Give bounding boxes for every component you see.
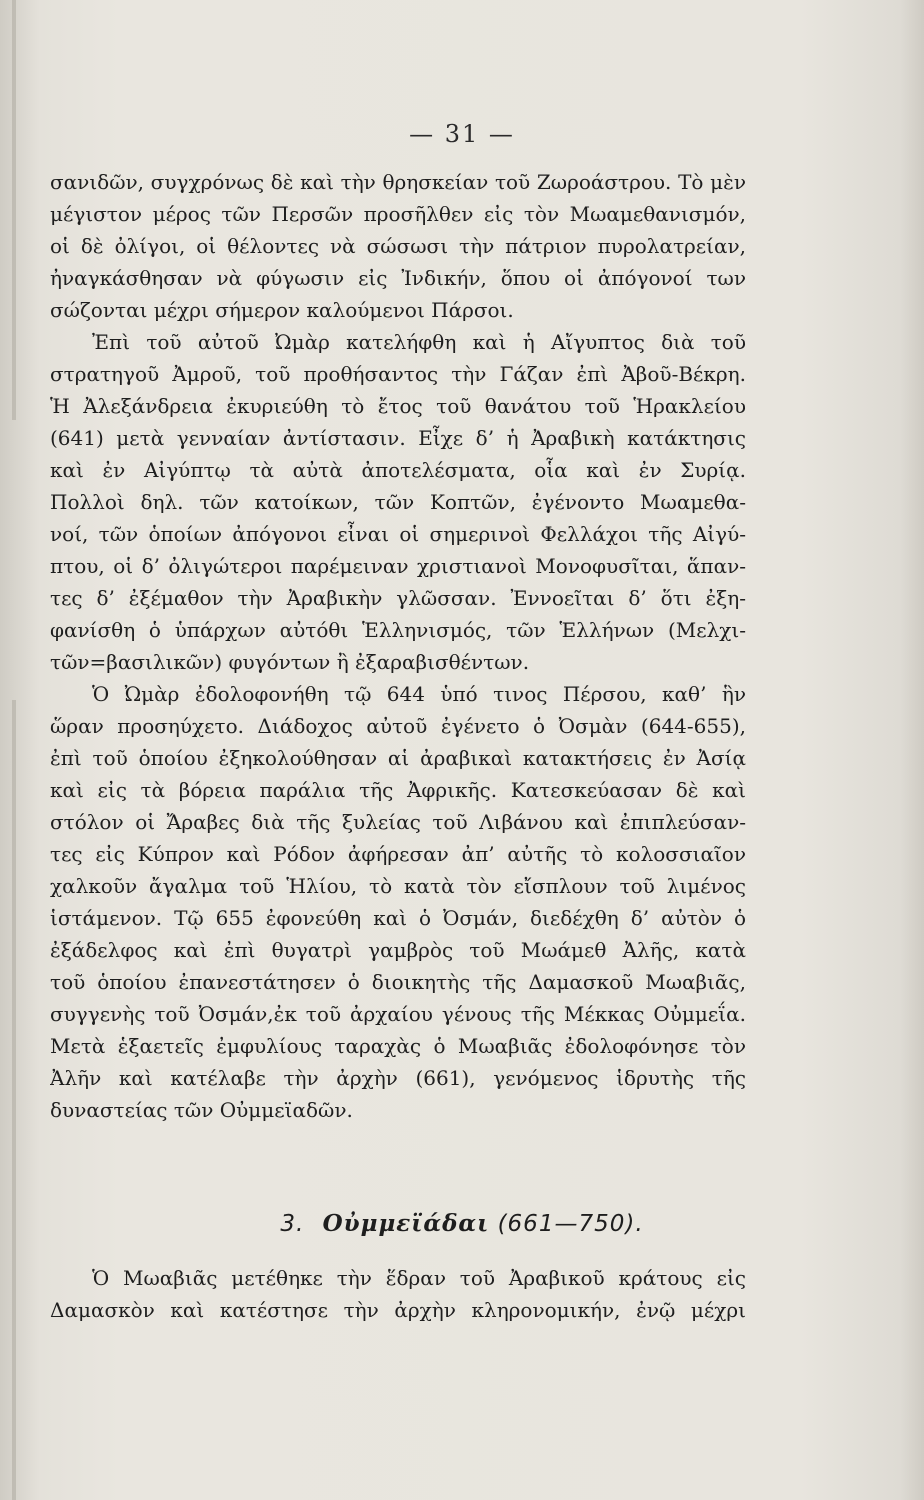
text-line: ἐπὶ τοῦ ὁποίου ἐξηκολούθησαν αἱ ἀραβικαὶ κατακτήσεις ἐν Ἀσίᾳ bbox=[50, 746, 746, 770]
text-line: Ἐπὶ τοῦ αὐτοῦ Ὠμὰρ κατελήφθη καὶ ἡ Αἴγυπτος διὰ τοῦ bbox=[92, 330, 746, 354]
page-number: — 31 — bbox=[409, 120, 515, 148]
text-line: ὥραν προσηύχετο. Διάδοχος αὐτοῦ ἐγένετο ὁ Ὀσμὰν (644-655), bbox=[50, 714, 746, 738]
text-line: τοῦ ὁποίου ἐπανεστάτησεν ὁ διοικητὴς τῆς Δαμασκοῦ Μωαβιᾶς, bbox=[50, 970, 746, 994]
text-line: Μετὰ ἑξαετεῖς ἐμφυλίους ταραχὰς ὁ Μωαβιᾶς ἐδολοφόνησε τὸν bbox=[50, 1034, 746, 1058]
text-line: συγγενὴς τοῦ Ὀσμάν,ἐκ τοῦ ἀρχαίου γένους τῆς Μέκκας Οὐμμεΐα. bbox=[50, 1002, 746, 1026]
text-line: τες εἰς Κύπρον καὶ Ρόδον ἀφήρεσαν ἀπ’ αὐτῆς τὸ κολοσσιαῖον bbox=[50, 842, 746, 866]
text-line: ἱστάμενον. Τῷ 655 ἐφονεύθη καὶ ὁ Ὀσμάν, διεδέχθη δ’ αὐτὸν ὁ bbox=[50, 906, 746, 930]
text-line: τες δ’ ἐξέμαθον τὴν Ἀραβικὴν γλῶσσαν. Ἐννοεῖται δ’ ὅτι ἐξη- bbox=[50, 586, 746, 610]
text-line: δυναστείας τῶν Οὐμμεϊαδῶν. bbox=[50, 1098, 353, 1122]
text-line: Ἡ Ἀλεξάνδρεια ἐκυριεύθη τὸ ἔτος τοῦ θανάτου τοῦ Ἡρακλείου bbox=[50, 394, 746, 418]
main-text-block bbox=[50, 166, 746, 1126]
text-line: μέγιστον μέρος τῶν Περσῶν προσῆλθεν εἰς τὸν Μωαμεθανισμόν, bbox=[50, 202, 746, 226]
text-line: σώζονται μέχρι σήμερον καλούμενοι Πάρσοι. bbox=[50, 298, 514, 322]
text-line: στόλον οἱ Ἄραβες διὰ τῆς ξυλείας τοῦ Λιβάνου καὶ ἐπιπλεύσαν- bbox=[50, 810, 746, 834]
section-heading bbox=[0, 1210, 924, 1237]
text-line: στρατηγοῦ Ἀμροῦ, τοῦ προθήσαντος τὴν Γάζαν ἐπὶ Ἀβοῦ-Βέκρη. bbox=[50, 362, 746, 386]
text-line: χαλκοῦν ἄγαλμα τοῦ Ἡλίου, τὸ κατὰ τὸν εἴσπλουν τοῦ λιμένος bbox=[50, 874, 746, 898]
page-gutter-shadow bbox=[12, 0, 16, 420]
text-line: ἠναγκάσθησαν νὰ φύγωσιν εἰς Ἰνδικήν, ὅπου οἱ ἀπόγονοί των bbox=[50, 266, 746, 290]
continuation-text-block bbox=[50, 1262, 746, 1326]
text-line: πτου, οἱ δ’ ὀλιγώτεροι παρέμειναν χριστιανοὶ Μονοφυσῖται, ἅπαν- bbox=[50, 554, 746, 578]
text-line: ἐξάδελφος καὶ ἐπὶ θυγατρὶ γαμβρὸς τοῦ Μωάμεθ Ἀλῆς, κατὰ bbox=[50, 938, 746, 962]
text-line: (641) μετὰ γενναίαν ἀντίστασιν. Εἶχε δ’ ἡ Ἀραβικὴ κατάκτησις bbox=[50, 426, 746, 450]
text-line: Ὁ Ὠμὰρ ἐδολοφονήθη τῷ 644 ὑπό τινος Πέρσου, καθ’ ἣν bbox=[92, 682, 746, 706]
text-line: τῶν=βασιλικῶν) φυγόντων ἢ ἐξαραβισθέντων. bbox=[50, 650, 530, 674]
text-line: καὶ ἐν Αἰγύπτῳ τὰ αὐτὰ ἀποτελέσματα, οἷα καὶ ἐν Συρίᾳ. bbox=[50, 458, 746, 482]
page-gutter-shadow bbox=[12, 700, 16, 1500]
section-number: 3. bbox=[280, 1211, 305, 1237]
text-line: Ὁ Μωαβιᾶς μετέθηκε τὴν ἕδραν τοῦ Ἀραβικοῦ κράτους εἰς bbox=[92, 1266, 746, 1290]
text-line: Πολλοὶ δηλ. τῶν κατοίκων, τῶν Κοπτῶν, ἐγένοντο Μωαμεθα- bbox=[50, 490, 746, 514]
text-line: φανίσθη ὁ ὑπάρχων αὐτόθι Ἑλληνισμός, τῶν Ἑλλήνων (Μελχι- bbox=[50, 618, 746, 642]
text-line: καὶ εἰς τὰ βόρεια παράλια τῆς Ἀφρικῆς. Κατεσκεύασαν δὲ καὶ bbox=[50, 778, 746, 802]
section-years: (661—750). bbox=[497, 1211, 644, 1237]
text-line: οἱ δὲ ὀλίγοι, οἱ θέλοντες νὰ σώσωσι τὴν πάτριον πυρολατρείαν, bbox=[50, 234, 746, 258]
text-line: Ἀλῆν καὶ κατέλαβε τὴν ἀρχὴν (661), γενόμενος ἱδρυτὴς τῆς bbox=[50, 1066, 746, 1090]
text-line: σανιδῶν, συγχρόνως δὲ καὶ τὴν θρησκείαν τοῦ Ζωροάστρου. Τὸ μὲν bbox=[50, 170, 746, 194]
section-title: Οὐμμεϊάδαι bbox=[322, 1210, 490, 1237]
text-line: Δαμασκὸν καὶ κατέστησε τὴν ἀρχὴν κληρονομικήν, ἐνῷ μέχρι bbox=[50, 1298, 746, 1322]
text-line: νοί, τῶν ὁποίων ἀπόγονοι εἶναι οἱ σημερινοὶ Φελλάχοι τῆς Αἰγύ- bbox=[50, 522, 746, 546]
